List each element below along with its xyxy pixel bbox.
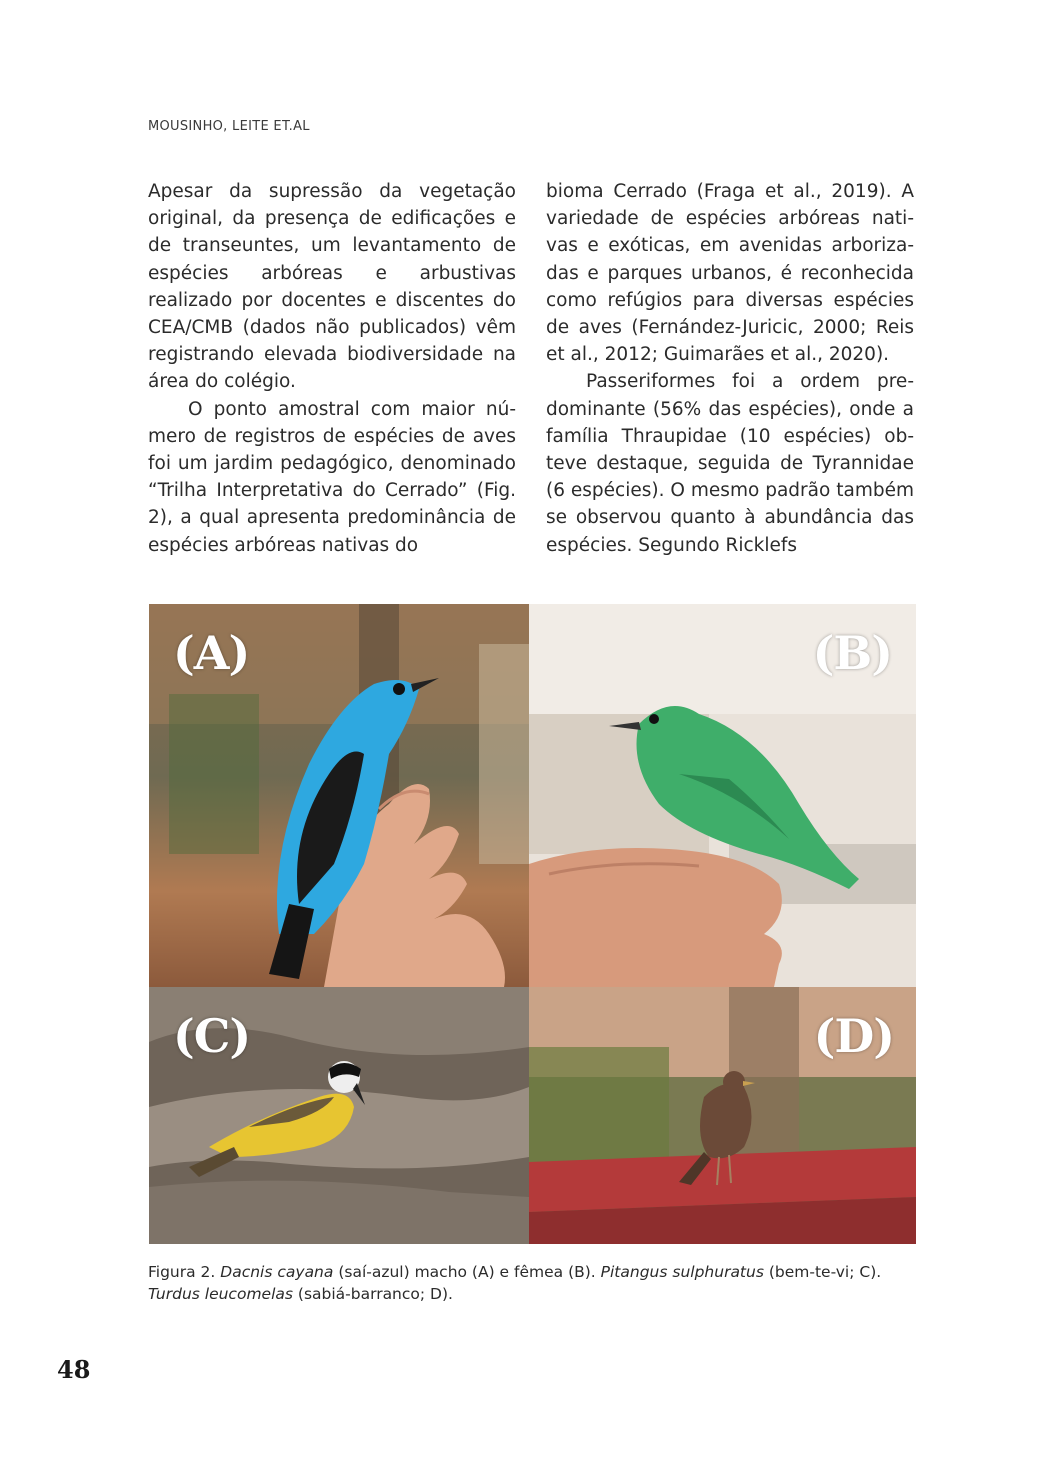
figure-2 bbox=[149, 604, 916, 1244]
panel-label: (C) bbox=[173, 1009, 251, 1063]
left-column bbox=[148, 178, 516, 559]
right-column bbox=[546, 178, 914, 559]
photo-panel-d bbox=[529, 987, 916, 1244]
species-name: Turdus leucomelas bbox=[148, 1285, 293, 1303]
panel-label: (A) bbox=[173, 626, 250, 680]
species-name: Dacnis cayana bbox=[220, 1263, 334, 1281]
panel-label: (B) bbox=[812, 626, 892, 680]
photo-panel-b bbox=[529, 604, 916, 987]
figure-caption bbox=[148, 1261, 918, 1305]
photo-panel-a bbox=[149, 604, 529, 987]
caption-text: (bem-te-vi; C). bbox=[763, 1263, 882, 1281]
caption-lead: Figura 2. bbox=[148, 1263, 216, 1281]
caption-text: (saí-azul) macho (A) e fêmea (B). bbox=[333, 1263, 601, 1281]
caption-text: (sabiá-barranco; D). bbox=[292, 1285, 453, 1303]
paragraph: bioma Cerrado (Fraga et al., 2019). A variedade de espécies arbóreas nativas e exóticas, em avenidas arborizadas e parques urbanos, é reconhecida como refúgios para diversas espécies de aves (Fernández-Juricic, 2000; Reis et al., 2012; Guimarães et al., 2020). bbox=[546, 181, 914, 366]
panel-label: (D) bbox=[813, 1009, 894, 1063]
photo-panel-c bbox=[149, 987, 529, 1244]
paragraph: O ponto amostral com maior número de registros de espécies de aves foi um jardim pedagógico, denominado “Trilha Interpretativa do Cerrado” (Fig. 2), a qual apresenta predominância de espécies arbóreas nativas do bbox=[148, 398, 516, 556]
paragraph: Apesar da supressão da vegetação original, da presença de edificações e de transeuntes, um levantamento de espécies arbóreas e arbustivas realizado por docentes e discentes do CEA/CMB (dados não publicados) vêm registrando elevada biodiversidade na área do colégio. bbox=[148, 181, 516, 393]
paragraph: Passeriformes foi a ordem predominante (56% das espécies), onde a família Thraupidae (10 espécies) obteve destaque, seguida de Tyrannidae (6 espécies). O mesmo padrão também se observou quanto à abundância das espécies. Segundo Ricklefs bbox=[546, 371, 914, 556]
species-name: Pitangus sulphuratus bbox=[600, 1263, 764, 1281]
page-number: 48 bbox=[57, 1355, 91, 1384]
running-head: MOUSINHO, LEITE ET.AL bbox=[148, 119, 310, 134]
